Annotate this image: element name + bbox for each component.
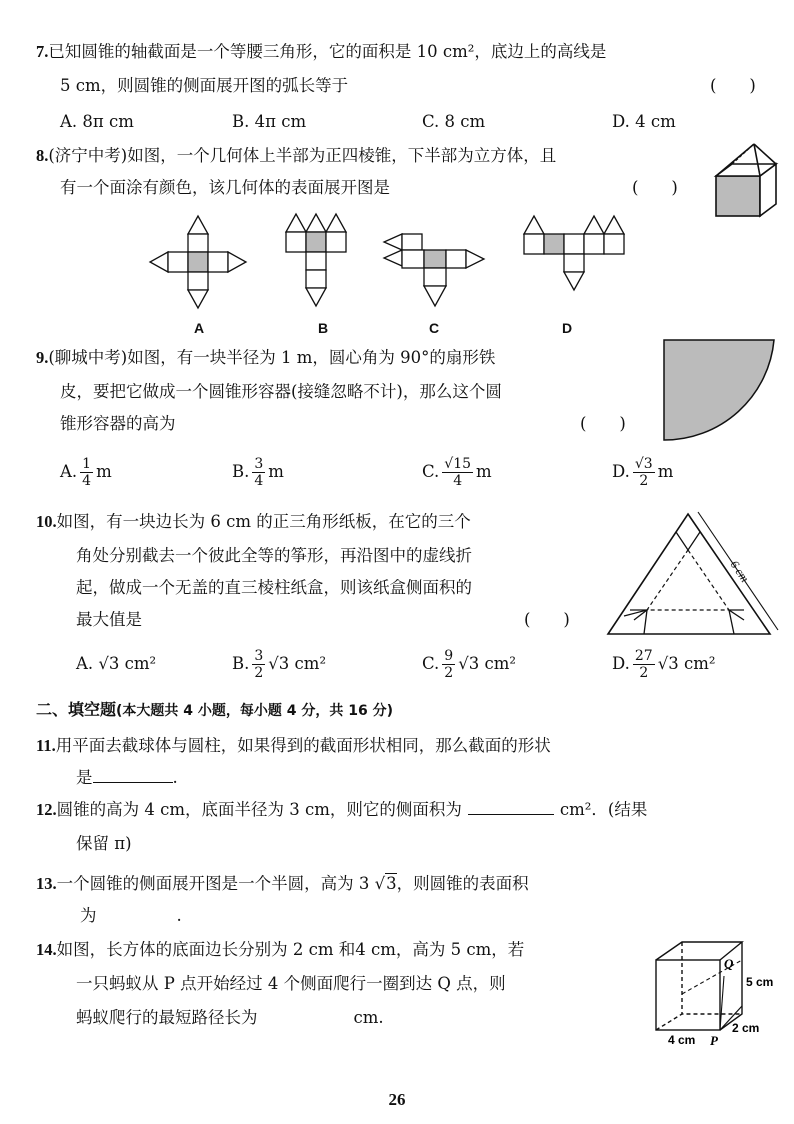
q11-text1: 用平面去截球体与圆柱，如果得到的截面形状相同，那么截面的形状 — [55, 736, 551, 755]
q9-option-a-denominator: 4 — [82, 473, 92, 489]
q14-label-width: 2 cm — [732, 1021, 760, 1035]
q8-label-d: D — [562, 320, 573, 336]
q9-option-d-letter: D. — [612, 462, 630, 481]
q12-line2: 保留 π) — [76, 834, 132, 853]
q14-label-q: Q — [724, 956, 734, 971]
q8-line2: 有一个面涂有颜色，该几何体的表面展开图是 — [60, 178, 390, 197]
q14-text1: 如图，长方体的底面边长分别为 2 cm 和4 cm，高为 5 cm，若 — [56, 940, 525, 959]
q8-line1 — [36, 146, 556, 166]
q14-label-p: P — [710, 1033, 718, 1048]
q12-number: 12. — [36, 800, 57, 819]
q8-answer-paren: ( ) — [632, 178, 678, 197]
q14-text3-end: cm. — [353, 1008, 384, 1027]
q10-option-b-fraction — [252, 648, 265, 681]
q7-number: 7. — [36, 42, 49, 61]
q9-number: 9. — [36, 348, 49, 367]
q11-number: 11. — [36, 736, 56, 755]
q9-option-b-denominator: 4 — [254, 473, 264, 489]
q14-number: 14. — [36, 940, 57, 959]
q8-label-c: C — [429, 320, 440, 336]
q10-option-d-rest: √3 cm² — [657, 654, 716, 673]
q9-option-c-letter: C. — [422, 462, 440, 481]
q8-solid-figure — [714, 140, 784, 220]
q9-answer-paren: ( ) — [580, 414, 626, 433]
q10-option-a: A. √3 cm² — [76, 654, 157, 673]
q10-option-d-fraction — [633, 648, 655, 681]
section2-title: 二、填空题 — [36, 700, 117, 719]
section2-note: (本大题共 4 小题，每小题 4 分，共 16 分) — [116, 703, 394, 719]
q10-option-b-rest: √3 cm² — [268, 654, 327, 673]
q9-option-c — [422, 456, 492, 489]
q13-line2 — [80, 906, 182, 926]
q13-text2: 为 — [80, 906, 97, 925]
q14-line2: 一只蚂蚁从 P 点开始经过 4 个侧面爬行一圈到达 Q 点，则 — [76, 974, 506, 993]
q9-text1: (聊城中考)如图，有一块半径为 1 m，圆心角为 90°的扇形铁 — [48, 348, 496, 367]
q10-triangle-figure — [604, 510, 784, 638]
q10-side-label: 6 cm — [727, 557, 752, 585]
q10-option-b-numerator: 3 — [254, 648, 264, 664]
q10-option-c — [422, 648, 516, 681]
q10-option-b-letter: B. — [232, 654, 250, 673]
q9-option-d-numerator: √3 — [634, 456, 653, 472]
q9-line2: 皮，要把它做成一个圆锥形容器(接缝忽略不计)，那么这个圆 — [60, 382, 502, 401]
q13-line1 — [36, 874, 529, 894]
q7-answer-paren: ( ) — [710, 76, 756, 95]
q9-option-d — [612, 456, 673, 489]
q9-line3: 锥形容器的高为 — [60, 414, 176, 433]
q8-net-c — [380, 212, 490, 312]
q9-option-b-numerator: 3 — [254, 456, 264, 472]
q7-option-a: A. 8π cm — [60, 112, 134, 131]
q12-text1: 圆锥的高为 4 cm，底面半径为 3 cm，则它的侧面积为 — [56, 800, 462, 819]
q9-option-a-fraction — [80, 456, 93, 489]
q11-answer-blank[interactable] — [93, 768, 173, 783]
q10-option-b — [232, 648, 326, 681]
q9-option-b-unit: m — [268, 462, 284, 481]
q7-line2: 5 cm，则圆锥的侧面展开图的弧长等于 — [60, 76, 349, 95]
q14-cuboid-figure — [652, 938, 790, 1050]
q10-line1 — [36, 512, 471, 532]
q8-net-d — [520, 212, 630, 302]
q10-option-c-numerator: 9 — [444, 648, 454, 664]
page-number: 26 — [388, 1090, 406, 1109]
q10-line3: 起，做成一个无盖的直三棱柱纸盒，则该纸盒侧面积的 — [76, 578, 472, 597]
q10-answer-paren: ( ) — [524, 610, 570, 629]
q10-option-c-letter: C. — [422, 654, 440, 673]
q13-number: 13. — [36, 874, 57, 893]
q7-line1 — [36, 42, 606, 62]
section2-heading — [36, 700, 393, 721]
q13-radicand: 3 — [386, 874, 397, 893]
q10-option-c-fraction — [442, 648, 455, 681]
q10-option-d-numerator: 27 — [634, 648, 653, 664]
q8-label-a: A — [194, 320, 205, 336]
q9-option-b-letter: B. — [232, 462, 250, 481]
q9-option-c-denominator: 4 — [453, 473, 463, 489]
q10-option-c-rest: √3 cm² — [458, 654, 516, 673]
q9-option-d-unit: m — [657, 462, 674, 481]
q9-option-c-fraction — [442, 456, 473, 489]
q12-line1 — [36, 800, 647, 820]
q14-label-height: 5 cm — [746, 975, 774, 989]
q8-net-b — [280, 212, 370, 312]
q7-text1: 已知圆锥的轴截面是一个等腰三角形，它的面积是 10 cm²，底边上的高线是 — [48, 42, 607, 61]
q8-label-b: B — [318, 320, 329, 336]
q10-option-d-denominator: 2 — [639, 665, 649, 681]
q9-option-a-unit: m — [96, 462, 112, 481]
q14-label-length: 4 cm — [668, 1033, 696, 1047]
q13-text2-end: . — [176, 906, 182, 925]
q9-option-d-fraction — [633, 456, 655, 489]
q9-line1 — [36, 348, 495, 368]
q10-option-c-denominator: 2 — [444, 665, 454, 681]
q12-text1-end: cm²．(结果 — [559, 800, 648, 819]
q8-net-a — [148, 214, 258, 314]
q11-line2 — [76, 768, 178, 788]
q10-number: 10. — [36, 512, 57, 531]
q7-option-c: C. 8 cm — [422, 112, 486, 131]
q8-text1: (济宁中考)如图，一个几何体上半部为正四棱锥，下半部为立方体，且 — [48, 146, 557, 165]
q7-option-b: B. 4π cm — [232, 112, 307, 131]
q14-text3: 蚂蚁爬行的最短路径长为 — [76, 1008, 258, 1027]
q11-text2-end: . — [172, 768, 178, 787]
q11-line1 — [36, 736, 551, 756]
q7-option-d: D. 4 cm — [612, 112, 676, 131]
q9-option-a-letter: A. — [60, 462, 78, 481]
q10-text1: 如图，有一块边长为 6 cm 的正三角形纸板，在它的三个 — [56, 512, 471, 531]
q10-option-d — [612, 648, 715, 681]
q10-line4: 最大值是 — [76, 610, 142, 629]
q9-option-d-denominator: 2 — [639, 473, 649, 489]
q8-number: 8. — [36, 146, 49, 165]
q9-option-a-numerator: 1 — [82, 456, 92, 472]
q9-option-c-numerator: √15 — [444, 456, 472, 472]
q9-sector-figure — [662, 338, 777, 443]
q12-answer-blank[interactable] — [468, 800, 554, 815]
q10-option-d-letter: D. — [612, 654, 630, 673]
q9-option-a — [60, 456, 112, 489]
q9-option-b — [232, 456, 284, 489]
q11-text2: 是 — [76, 768, 93, 787]
q13-text1-end: ，则圆锥的表面积 — [396, 874, 529, 893]
q10-line2: 角处分别截去一个彼此全等的筝形，再沿图中的虚线折 — [76, 546, 472, 565]
q9-option-b-fraction — [252, 456, 265, 489]
q13-radical: √3 — [374, 874, 397, 893]
q13-text1: 一个圆锥的侧面展开图是一个半圆，高为 3 — [56, 874, 375, 893]
q9-option-c-unit: m — [476, 462, 492, 481]
q14-line1 — [36, 940, 524, 960]
q14-line3 — [76, 1008, 384, 1028]
q10-option-b-denominator: 2 — [254, 665, 264, 681]
